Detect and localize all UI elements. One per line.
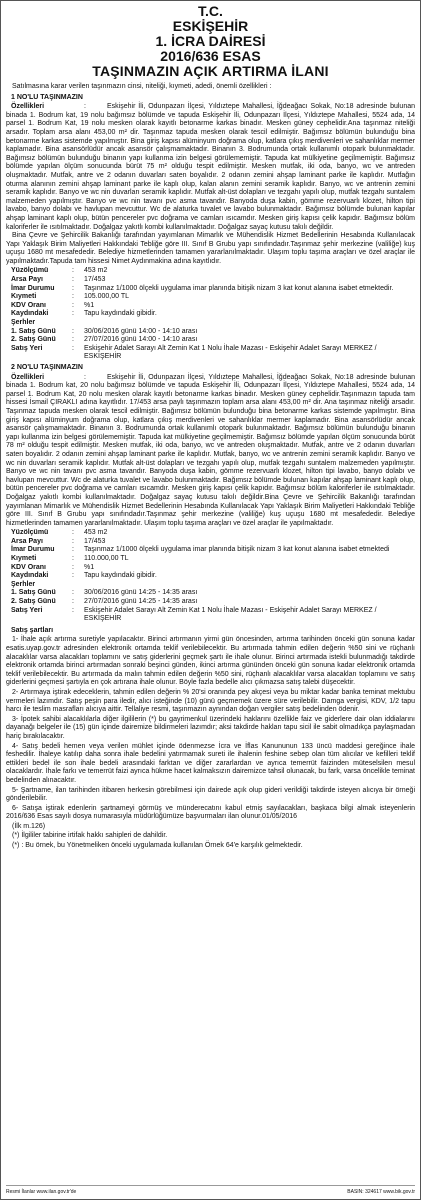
detail-label: KDV Oranı <box>11 563 47 571</box>
parcel1-row <box>6 336 415 345</box>
parcel1-extra-text: Bina Çevre ve Şehircilik Bakanlığı tarafından yayımlanan Mimarlık ve Mühendislik Hizmet Bedellerinin Hesabında Kullanılacak Yapı Yaklaşık Birim Maliyetleri Hakkındaki Tebliğe göre III. Sınıf B Grubu yapı sınıfındadır.Taşınmaz şehir merkezine (valiliğe) kuş uçuşu 1680 mt mesafededir. Belediye hizmetlerinden tamamen yararlanılmaktadır. Ulaşım toplu taşıma araçları ve özel araçlar ile yapılmaktadır.Tapuda tam hissesi Nimet Aydınmakina adına kayıtlıdır. <box>6 232 415 265</box>
parcel1-row <box>6 328 415 337</box>
detail-colon: : <box>72 606 74 614</box>
detail-value: 17/453 <box>84 537 106 545</box>
parcel2-row <box>6 529 415 538</box>
parcel1-row <box>6 302 415 311</box>
detail-colon: : <box>72 276 74 284</box>
header-tc: T.C. <box>198 3 223 19</box>
detail-colon: : <box>72 589 74 597</box>
parcel1-ozellik-colon: : <box>84 103 86 111</box>
parcel2-row <box>6 555 415 564</box>
parcel1-row <box>6 285 415 294</box>
detail-value: 17/453 <box>84 276 106 284</box>
parcel1-row <box>6 310 415 327</box>
detail-value: 110.000,00 TL <box>84 555 129 563</box>
parcel1-row <box>6 345 415 362</box>
footer-left: Resmi İlanlar www.ilan.gov.tr'de <box>6 1188 77 1195</box>
detail-label: Kaydındaki Şerhler <box>11 572 49 588</box>
detail-label: 1. Satış Günü <box>11 589 56 597</box>
detail-colon: : <box>72 598 74 606</box>
detail-value: 105.000,00 TL <box>84 293 130 301</box>
parcel1-ozellik-label: Özellikleri <box>11 103 45 111</box>
detail-value: 30/06/2016 günü 14:00 - 14:10 arası <box>84 327 198 335</box>
footnote-2: (*) : Bu örnek, bu Yönetmeliken önceki uygulamada kullanılan Örnek 64'e karşılık gelmektedir. <box>12 842 303 850</box>
parcel1-ozellik-text: Eskişehir İli, Odunpazarı İlçesi, Yıldıztepe Mahallesi, İğdeağacı Sokak, No:18 adresinde bulunan binada 1. Bodrum kat, 19 nolu bağımsız bölümde ve tapuda Eskişehir İli, Odunpazarı İlçesi, Yıldıztepe Mahallesi, 5524 ada, 14 parsel 1. Bodrum Kat, 19 nolu mesken olarak kayıtlı betonarme karkas binadır. Mesken güney cephelidir.Ana taşınmaz niteliği arsadır. Toplam arsa alanı 453,00 m² dir. Taşınmaz tapuda mesken olarak tescil edilmiştir. Bağımsız bölümün bulunduğu bina betonarme karkas sistemde yapılmıştır. Bina giriş kapısı alüminyum doğrama olup, katlara çıkış merdivenleri ve sahanlıklar mermer kaplamadır. Bina asansörlüdür ancak asansör çalışmamaktadır. Binanın 3. Bodrumunda ortak kullanımlı otopark bulunmaktadır. Bağımsız bölümün bulunduğu binanın yapı kullanma izin belgesi görülememiştir. Tapuda kat mülkiyetine geçilmemiştir. Bağımsız bölümde yapılan ölçüm sonucunda bürüt 75 m² olduğu tespit edilmiştir. Mesken mutfak, iki oda, banyo, wc ve antreden oluşmaktadır. Mutfak, antre ve 2 odanın duvarları saten boyalıdır. 2 odanın zemini ahşap laminant parke ile kaplıdır. Mutfağın oturma alanının zemini ahşap laminant parke ile kaplı olup, kalan alanın zemini seramik kaplıdır. Banyo, wc ve antrenin zemini seramik kaplıdır. Banyo ve wc nin duvarları seramik kaplıdır. Mutfak alt-üst dolapları ve tezgahı yapılı olup, mutfak tezgahı suntalem malzemeden yapılmıştır. Banyo ve wc nin tavanı pvc asma tavandır. Banyoda duşa kabin, gömme rezervuarlı klozet, hilton tipi lavabo, banyo dolabı ve havlupan mevcuttur. Wc de alaturka tuvalet ve lavabo bulunmaktadır. Bağımsız bölümde bulunan kapılar ahşap laminant kaplı olup, bütün pencereler pvc doğrama ve camları ısıcamdır. Mesken giriş kapısı çelik kapıdır. Bağımsız bölüm kaloriferler ile ısıtılmaktadır. Doğalgaz yakıtlı kombi kullanılmaktadır. Doğalgaz sayaç kutusu takılı değildir. <box>6 103 415 231</box>
detail-value: %1 <box>84 563 95 571</box>
detail-label: Kıymeti <box>11 555 37 563</box>
parcel2-ozellik-text: Eskişehir İli, Odunpazarı İlçesi, Yıldıztepe Mahallesi, İğdeağacı Sokak, No:18 adresinde bulunan binada 1. Bodrum kat, 20 nolu bağımsız bölümde ve tapuda Eskişehir İli, Odunpazarı İlçesi, Yıldıztepe Mahallesi, 5524 ada, 14 parsel 1. Bodrum Kat, 20 nolu mesken olarak kayıtlı betonarme karkas binadır. Mesken güney cephelidir.Taşınmazın tapuda tam hissesi İsmail ÇIRAKLI adına kayıtlıdır. 17/453 arsa paylı taşınmazın toplam arsa alanı 453,00 m² dir. Ana taşınmaz niteliği arsadır. Taşınmaz tapuda mesken olarak tescil edilmiştir. Bağımsız bölümün bulunduğu bina betonarme karkas sistemde yapılmıştır. Bina giriş kapısı alüminyum doğrama olup, katlara çıkış merdivenleri ve sahanlıklar mermer kaplamadır. Bina asansörlüdür ancak asansör çalışmamaktadır. Binanın 3. Bodrumunda ortak kullanımlı otopark bulunmaktadır. Bağımsız bölümün bulunduğu binanın yapı kullanma izin belgesi görülememiştir. Tapuda kat mülkiyetine geçilmemiştir. Bağımsız bölümde yapılan ölçüm sonucunda bürüt 78 m² olduğu tespit edilmiştir. Mesken mutfak, iki oda, banyo, wc ve antreden oluşmaktadır. Mutfak, antre ve 2 odanın duvarları saten boyalıdır. 2 odanın zemini ahşap laminant parke ile kaplıdır. Mutfak, banyo, wc ve antrenin zemini seramik kaplıdır. Banyo ve wc nin duvarları seramik kaplıdır. Mutfak alt-üst dolapları ve tezgahı yapılı olup, mutfak tezgahı suntalem malzemeden yapılmıştır. Banyo ve wc nin tavanı pvc asma tavandır. Banyoda duşa kabin, gömme rezervuarlı klozet, hilton tipi lavabo, banyo dolabı ve havlupan mevcuttur. Wc de alaturka tuvalet ve lavabo bulunmaktadır. Bağımsız bölümde bulunan kapılar ahşap laminant kaplı olup, bütün pencereler pvc doğrama ve camları ısıcamdır. Mesken giriş kapısı çelik kapıdır. Bağımsız bölüm kaloriferler ile ısıtılmaktadır. Doğalgaz yakıtlı kombi kullanılmaktadır. Doğalgaz sayaç kutusu takılı değildir.Bina Çevre ve Şehircilik Bakanlığı tarafından yayımlanan Mimarlık ve Mühendislik Hizmet Bedellerinin Hesabında Kullanılacak Yapı Yaklaşık Birim Maliyetleri Hakkındaki Tebliğe göre III. Sınıf B Grubu yapı sınıfındadır.Taşınmaz şehir merkezine (valiliğe) kuş uçuşu 1680 mt mesafededir. Belediye hizmetlerinden tamamen yararlanılmaktadır. Ulaşım toplu taşıma araçları ve özel araçlar ile yapılmaktadır. <box>6 373 415 527</box>
header-title: TAŞINMAZIN AÇIK ARTIRMA İLANI <box>92 63 329 79</box>
conditions-list <box>6 636 415 850</box>
detail-colon: : <box>72 344 74 352</box>
detail-colon: : <box>72 284 74 292</box>
detail-colon: : <box>72 546 74 554</box>
detail-value: 27/07/2016 günü 14:00 - 14:10 arası <box>84 336 198 344</box>
header-city: ESKİŞEHİR <box>172 18 249 34</box>
detail-label: Kaydındaki Şerhler <box>11 310 49 327</box>
detail-colon: : <box>72 537 74 545</box>
detail-colon: : <box>72 301 74 309</box>
detail-label: KDV Oranı <box>11 301 47 309</box>
detail-label: 1. Satış Günü <box>11 327 56 335</box>
parcel2-title: 2 NO'LU TAŞINMAZIN <box>11 364 83 371</box>
detail-colon: : <box>72 327 74 335</box>
condition-item: 3- İpotek sahibi alacaklılarla diğer ilgililerin (*) bu gayrimenkul üzerindeki haklarını özellikle faiz ve giderlere dair olan iddialarını dayanağı belgeler ile (15) gün içinde dairemize bildirmeleri lazımdır; aksi takdirde hakları tapu sicil ile sabit olmadıkça paylaşmadan hariç bırakılacaktır. <box>6 715 415 740</box>
detail-colon: : <box>72 563 74 571</box>
detail-colon: : <box>72 572 74 580</box>
detail-value: Taşınmaz 1/1000 ölçekli uygulama imar planında bitişik nizam 3 kat konut alanına isabet etmektedi <box>84 546 390 554</box>
parcel1-row <box>6 293 415 302</box>
detail-value: 453 m2 <box>84 529 108 537</box>
detail-value: Tapu kaydındaki gibidir. <box>84 572 157 580</box>
parcel2-row <box>6 589 415 598</box>
detail-label: Satış Yeri <box>11 344 43 352</box>
detail-colon: : <box>72 267 74 275</box>
footer <box>6 1185 415 1197</box>
condition-item: 5- Şartname, ilan tarihinden itibaren herkesin görebilmesi için dairede açık olup gideri verildiği takdirde isteyen alıcıya bir örneği gönderilebilir. <box>6 786 415 803</box>
intro-text: Satılmasına karar verilen taşınmazın cinsi, niteliği, kıymeti, adedi, önemli özellikleri : <box>12 83 272 90</box>
detail-label: Kıymeti <box>11 293 37 301</box>
parcel2-details <box>6 529 415 624</box>
condition-item: 1- İhale açık artırma suretiyle yapılacaktır. Birinci artırmanın yirmi gün öncesinden, artırma tarihinden önceki gün sonuna kadar esatis.uyap.gov.tr adresinden elektronik ortamda teklif verilebilecektir. Bu artırmada tahmin edilen değerin %50 sini ve rüçhanlı alacaklılar varsa alacakları toplamını ve satış giderlerini geçmek şartı ile ihale olunur. Birinci artırmada istekli bulunmadığı takdirde elektronik ortamda birinci artırmadan sonraki beşinci günden, ikinci artırma gününden önceki gün sonuna kadar elektronik ortamda teklif verilebilecektir. Bu artırmada da malın tahmin edilen değerin %50 sini, rüçhanlı alacaklılar varsa alacakları toplamını ve satış giderlerini geçmesi şartıyla en çok artırana ihale olunur. Böyle fazla bedelle alıcı çıkmazsa satış talebi düşecektir. <box>6 636 415 687</box>
detail-value: %1 <box>84 301 95 309</box>
parcel2-row <box>6 598 415 607</box>
detail-value: 27/07/2016 günü 14:25 - 14:35 arası <box>84 598 198 606</box>
parcel2-row <box>6 564 415 573</box>
condition-item: 2- Artırmaya iştirak edeceklerin, tahmin edilen değerin % 20'si oranında pey akçesi veya bu miktar kadar banka teminat mektubu vermeleri lazımdır. Satış peşin para iledir, alıcı isteğinde (10) günü geçmemek üzere süre verilebilir. Damga vergisi, KDV, 1/2 tapu harcı ile teslim masrafları alıcıya aittir. Tellaliye resmi, taşınmazın aynından doğan vergiler satış bedelinden ödenir. <box>6 688 415 714</box>
detail-label: 2. Satış Günü <box>11 336 56 344</box>
header-office: 1. İCRA DAİRESİ <box>155 33 266 49</box>
announcement-body <box>6 83 415 852</box>
detail-label: Yüzölçümü <box>11 267 49 275</box>
detail-colon: : <box>72 529 74 537</box>
ilk-reference: (İlk m.126) <box>12 822 46 830</box>
detail-label: 2. Satış Günü <box>11 598 56 606</box>
footnote-1: (*) İlgililer tabirine irtifak hakkı sahipleri de dahildir. <box>12 832 168 840</box>
condition-item: 4- Satış bedeli hemen veya verilen mühlet içinde ödenmezse İcra ve İflas Kanununun 133 üncü maddesi gereğince ihale feshedilir. İhaleye katılıp daha sonra ihale bedelini yatırmamak sureti ile ihalenin feshine sebep olan tüm alıcılar ve kefilleri teklif ettikleri bedel ile son ihale bedeli arasındaki farktan ve diğer zararlardan ve ayrıca temerrüt faizinden müteselsilen mesul olacaklardır. İhale farkı ve temerrüt faizi ayrıca hükme hacet kalmaksızın dairemizce tahsil olunacak, bu fark, varsa öncelikle teminat bedelinden alınacaktır. <box>6 742 415 784</box>
detail-label: Satış Yeri <box>11 606 43 614</box>
parcel1-title: 1 NO'LU TAŞINMAZIN <box>11 93 83 101</box>
detail-colon: : <box>72 336 74 344</box>
condition-item: 6- Satışa iştirak edenlerin şartnameyi görmüş ve münderecatını kabul etmiş sayılacakları, başkaca bilgi almak isteyenlerin 2016/636 Esas sayılı dosya numarasıyla müdürlüğümüze başvurmaları ilan olunur.01/05/2016 <box>6 804 415 821</box>
detail-label: İmar Durumu <box>11 546 55 554</box>
parcel2-row <box>6 546 415 555</box>
parcel2-ozellik-colon: : <box>84 373 86 381</box>
parcel1-row <box>6 276 415 285</box>
parcel1-details <box>6 267 415 362</box>
detail-value: Eskişehir Adalet Sarayı Alt Zemin Kat 1 Nolu İhale Mazası - Eskişehir Adalet Sarayı MERKEZ / ESKİŞEHİR <box>84 606 377 623</box>
parcel2-ozellik-label: Özellikleri <box>11 373 45 381</box>
parcel2-row <box>6 538 415 547</box>
header <box>1 1 420 79</box>
detail-value: 453 m2 <box>84 267 108 275</box>
parcel2-row <box>6 572 415 589</box>
detail-colon: : <box>72 293 74 301</box>
detail-value: Tapu kaydındaki gibidir. <box>84 310 157 318</box>
footer-right: BASIN: 324617 www.bik.gov.tr <box>347 1188 415 1195</box>
detail-value: Eskişehir Adalet Sarayı Alt Zemin Kat 1 Nolu İhale Mazası - Eskişehir Adalet Sarayı MERKEZ / ESKİŞEHİR <box>84 344 377 361</box>
conditions-title: Satış şartları <box>11 626 54 634</box>
parcel2-row <box>6 607 415 624</box>
detail-colon: : <box>72 310 74 318</box>
detail-label: Yüzölçümü <box>11 529 49 537</box>
detail-value: 30/06/2016 günü 14:25 - 14:35 arası <box>84 589 198 597</box>
parcel1-row <box>6 267 415 276</box>
detail-label: Arsa Payı <box>11 537 43 545</box>
detail-label: İmar Durumu <box>11 284 55 292</box>
detail-colon: : <box>72 555 74 563</box>
detail-label: Arsa Payı <box>11 276 43 284</box>
detail-value: Taşınmaz 1/1000 ölçekli uygulama imar planında bitişik nizam 3 kat konut alanına isabet etmektedir. <box>84 284 394 292</box>
header-case-no: 2016/636 ESAS <box>160 48 261 64</box>
